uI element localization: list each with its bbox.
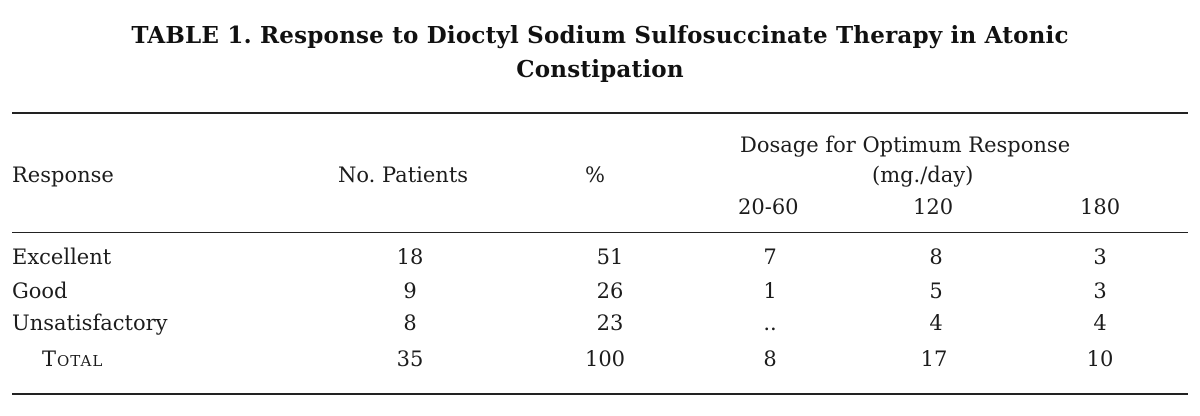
cell-dose-3: 3 xyxy=(1093,245,1107,269)
table-title-line-1: TABLE 1. Response to Dioctyl Sodium Sulfosuccinate Therapy in Atonic xyxy=(131,22,1069,49)
bottom-rule xyxy=(12,393,1188,395)
cell-response: Good xyxy=(12,279,68,303)
cell-dose-1: 1 xyxy=(763,279,777,303)
cell-dose-3: 4 xyxy=(1093,311,1107,335)
cell-response-total: Total xyxy=(42,347,104,371)
cell-dose-3: 10 xyxy=(1086,347,1114,371)
cell-dose-1: 8 xyxy=(763,347,777,371)
header-rule xyxy=(12,232,1188,233)
cell-dose-2: 5 xyxy=(929,279,943,303)
cell-patients: 18 xyxy=(396,245,424,269)
cell-dose-2: 8 xyxy=(929,245,943,269)
header-percent: % xyxy=(585,163,605,187)
cell-percent: 51 xyxy=(596,245,624,269)
header-patients: No. Patients xyxy=(338,163,469,187)
cell-dose-2: 4 xyxy=(929,311,943,335)
header-dose-20-60: 20-60 xyxy=(738,195,799,219)
cell-dose-2: 17 xyxy=(920,347,948,371)
cell-percent: 23 xyxy=(596,311,624,335)
cell-dose-1: 7 xyxy=(763,245,777,269)
header-dosage-group-line-2: (mg./day) xyxy=(872,163,974,187)
cell-patients: 9 xyxy=(403,279,417,303)
cell-dose-1: .. xyxy=(763,311,777,335)
cell-percent: 26 xyxy=(596,279,624,303)
table-title-line-2: Constipation xyxy=(516,56,684,83)
header-dose-180: 180 xyxy=(1080,195,1121,219)
header-response: Response xyxy=(12,163,114,187)
cell-response: Excellent xyxy=(12,245,112,269)
cell-response: Unsatisfactory xyxy=(12,311,168,335)
top-rule xyxy=(12,112,1188,114)
cell-patients: 35 xyxy=(396,347,424,371)
cell-patients: 8 xyxy=(403,311,417,335)
header-dosage-group-line-1: Dosage for Optimum Response xyxy=(740,133,1071,157)
cell-percent: 100 xyxy=(584,347,626,371)
header-dose-120: 120 xyxy=(913,195,954,219)
cell-dose-3: 3 xyxy=(1093,279,1107,303)
